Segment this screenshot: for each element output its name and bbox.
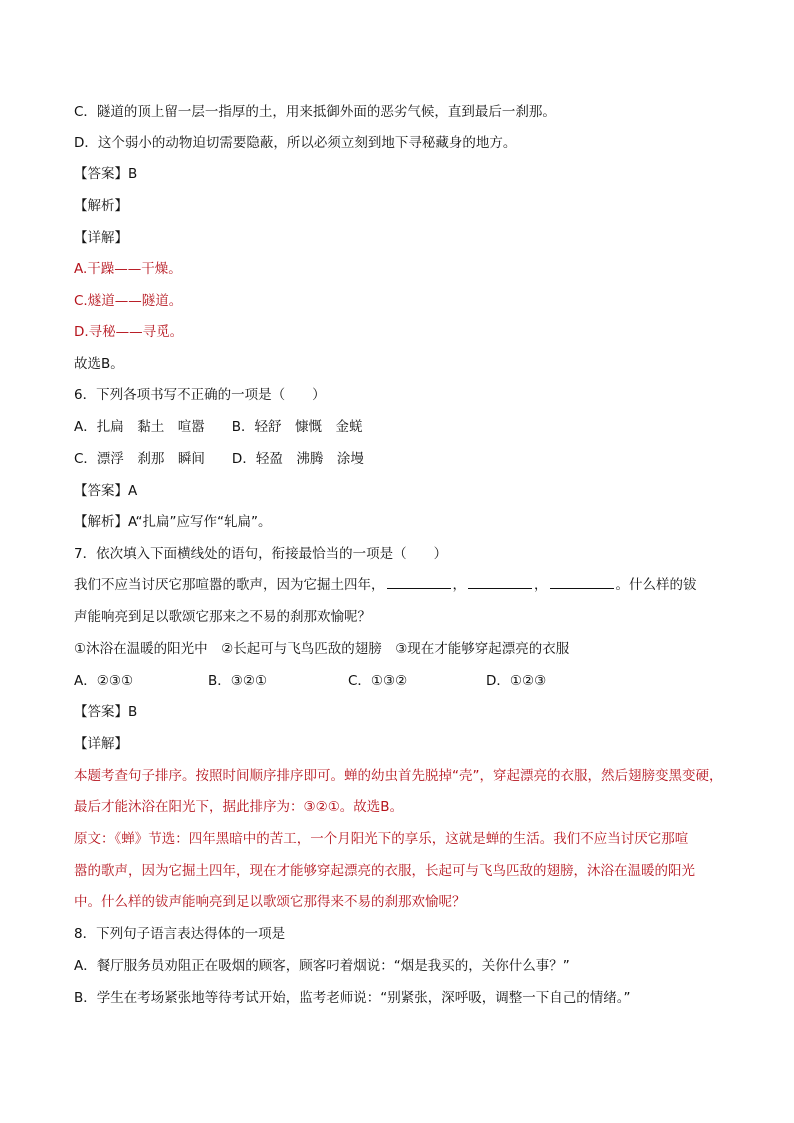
correction-c: C.燧道——隧道。: [74, 293, 183, 309]
q6-answer: 【答案】A: [74, 483, 138, 499]
fill-blank-2: [468, 576, 532, 589]
correction-d: D.寻秘——寻觅。: [74, 324, 184, 340]
q7-option-d: D．①②③: [486, 673, 547, 689]
q7-option-b: B．③②①: [208, 673, 268, 689]
q8-option-b: B．学生在考场紧张地等待考试开始，监考老师说：“别紧张，深呼吸，调整一下自己的情绪。”: [74, 990, 631, 1006]
detail-label: 【详解】: [74, 230, 128, 246]
passage-end: 。什么样的钹: [615, 577, 697, 593]
passage-comma-2: ，: [534, 577, 548, 593]
fill-blank-3: [550, 576, 614, 589]
question-8: 8．下列句子语言表达得体的一项是: [74, 926, 286, 942]
q7-detail-line1: 本题考查句子排序。按照时间顺序排序即可。蝉的幼虫首先脱掉“壳”，穿起漂亮的衣服，然后翅膀变黑变硬，: [74, 768, 723, 784]
q7-passage-line1: [74, 576, 697, 594]
q7-sentences: ①沐浴在温暖的阳光中 ②长起可与飞鸟匹敌的翅膀 ③现在才能够穿起漂亮的衣服: [74, 641, 570, 657]
q7-detail-line2: 最后才能沐浴在阳光下，据此排序为：③②①。故选B。: [74, 799, 404, 815]
q7-source-line2: 嚣的歌声，因为它掘土四年，现在才能够穿起漂亮的衣服，长起可与飞鸟匹敌的翅膀，沐浴在温暖的阳光: [74, 863, 695, 879]
q7-option-a: A．②③①: [74, 673, 134, 689]
q7-answer: 【答案】B: [74, 704, 138, 720]
q7-passage-line2: 声能响亮到足以歌颂它那来之不易的刹那欢愉呢？: [74, 609, 371, 625]
q7-detail-label: 【详解】: [74, 736, 128, 752]
fill-blank-1: [387, 576, 451, 589]
option-c-text: C．隧道的顶上留一层一指厚的土，用来抵御外面的恶劣气候，直到最后一刹那。: [74, 104, 556, 120]
option-d-text: D．这个弱小的动物迫切需要隐蔽，所以必须立刻到地下寻秘藏身的地方。: [74, 135, 517, 151]
q7-option-c: C．①③②: [348, 673, 408, 689]
q6-options-ab: A．扎扁 黏土 喧嚣 B．轻舒 慷慨 金蜣: [74, 419, 363, 435]
q8-option-a: A．餐厅服务员劝阻正在吸烟的顾客，顾客叼着烟说：“烟是我买的，关你什么事？”: [74, 958, 570, 974]
q6-options-cd: C．漂浮 刹那 瞬间 D．轻盈 沸腾 涂墁: [74, 451, 364, 467]
question-6: 6．下列各项书写不正确的一项是（ ）: [74, 387, 326, 403]
correction-a: A.干躁——干燥。: [74, 261, 182, 277]
answer-label: 【答案】B: [74, 166, 138, 182]
q7-source-line1: 原文：《蝉》节选：四年黑暗中的苦工，一个月阳光下的享乐，这就是蝉的生活。我们不应当讨厌它那喧: [74, 831, 689, 847]
passage-comma-1: ，: [452, 577, 466, 593]
q7-source-line3: 中。什么样的钹声能响亮到足以歌颂它那得来不易的刹那欢愉呢？: [74, 894, 466, 910]
q6-analysis: 【解析】A“扎扁”应写作“轧扁”。: [74, 514, 272, 530]
analysis-label: 【解析】: [74, 198, 128, 214]
question-7: 7．依次填入下面横线处的语句，衔接最恰当的一项是（ ）: [74, 546, 448, 562]
passage-start: 我们不应当讨厌它那喧嚣的歌声，因为它掘土四年，: [74, 577, 385, 593]
conclusion: 故选B。: [74, 356, 124, 372]
